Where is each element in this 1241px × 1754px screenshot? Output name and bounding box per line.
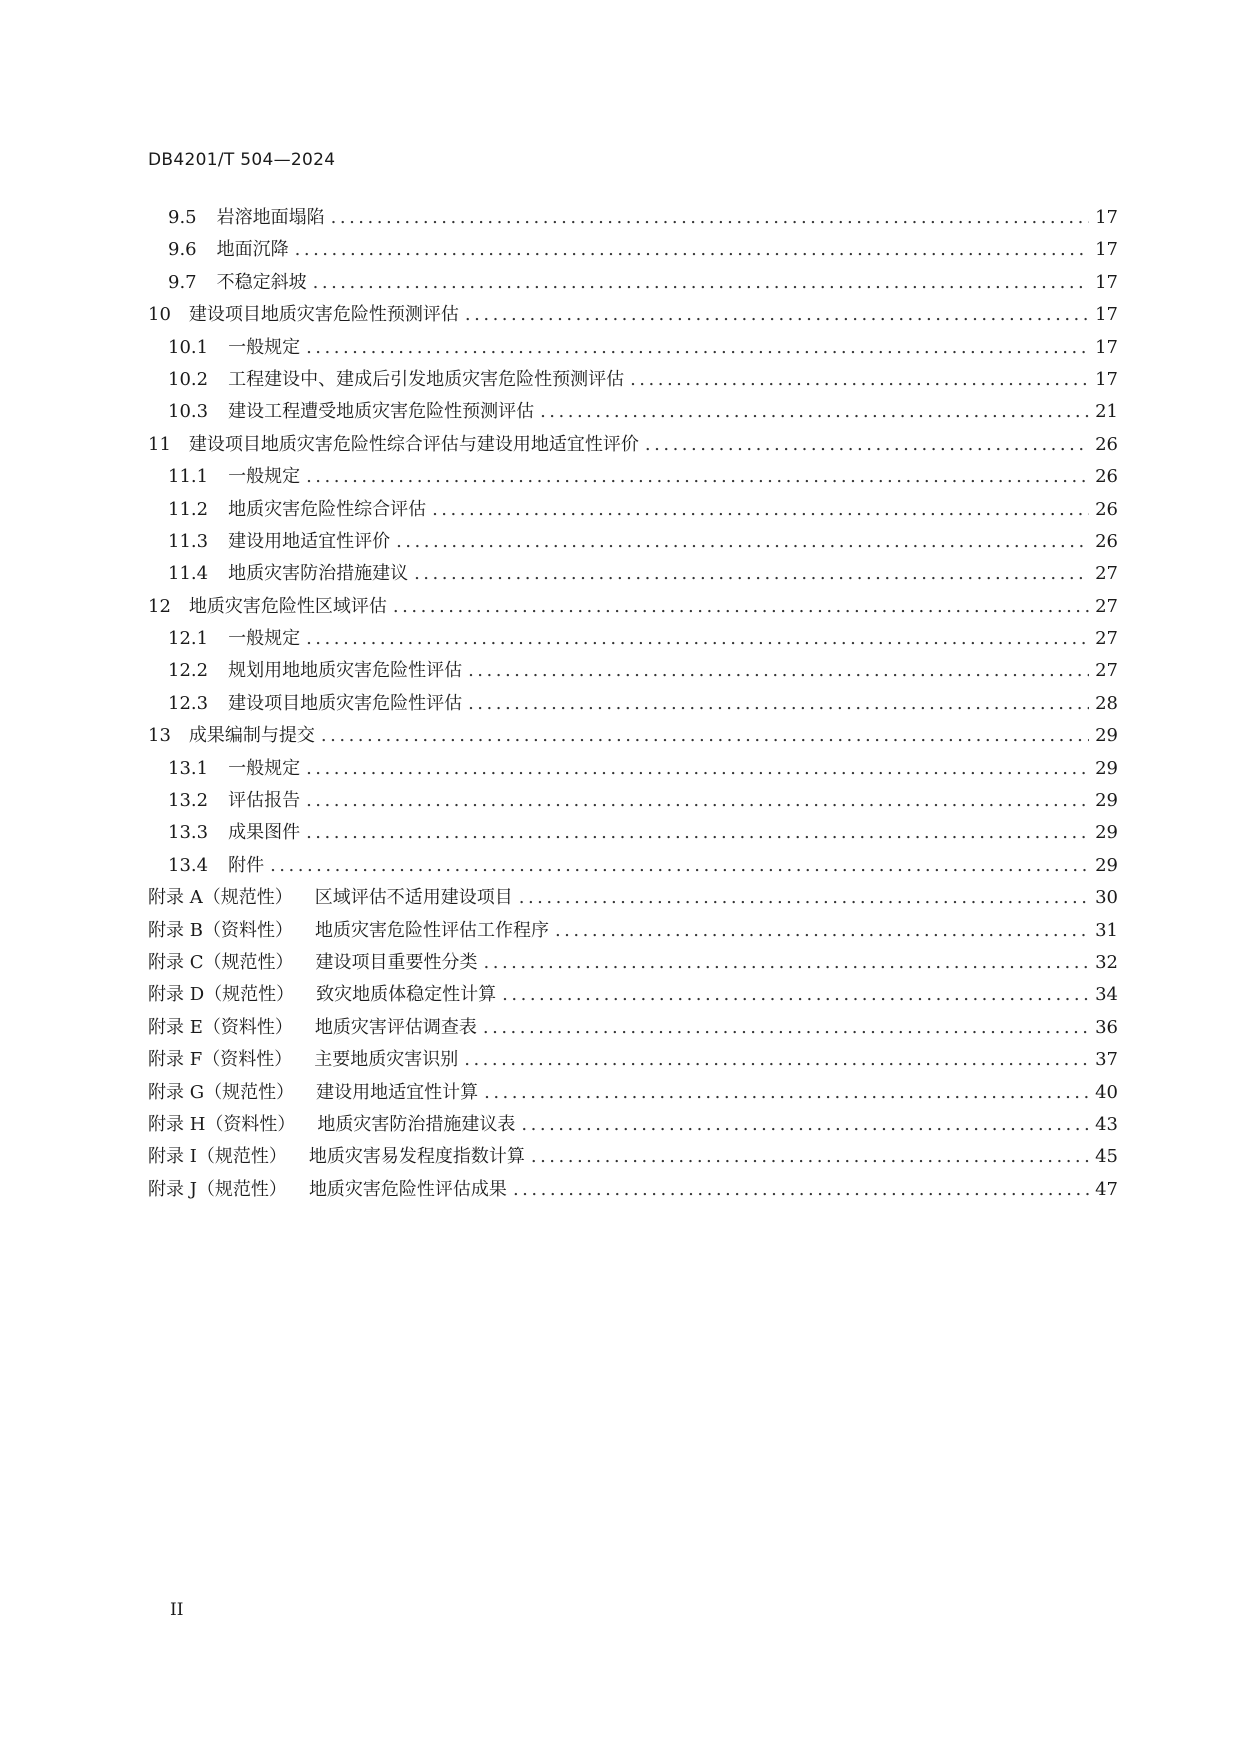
toc-entry-number: 附录 E（资料性） — [148, 1016, 293, 1038]
toc-entry[interactable] — [148, 688, 1118, 720]
toc-entry-title: 地质灾害防治措施建议 — [228, 563, 409, 585]
toc-entry-number: 附录 A（规范性） — [148, 887, 293, 909]
toc-entry-number: 9.6 — [168, 239, 197, 261]
toc-entry[interactable] — [148, 267, 1118, 299]
toc-entry-number: 11 — [148, 433, 171, 455]
toc-entry-number: 11.1 — [168, 466, 209, 488]
toc-entry-number: 附录 F（资料性） — [148, 1049, 293, 1071]
toc-entry[interactable] — [148, 1012, 1118, 1044]
toc-leader-dots — [414, 558, 1089, 590]
toc-entry-title: 评估报告 — [228, 790, 301, 812]
toc-entry[interactable] — [148, 850, 1118, 882]
toc-entry[interactable] — [148, 234, 1118, 266]
toc-entry[interactable] — [148, 979, 1118, 1011]
toc-entry[interactable] — [148, 817, 1118, 849]
toc-entry-page: 27 — [1095, 595, 1118, 617]
toc-entry[interactable] — [148, 947, 1118, 979]
toc-entry-page: 26 — [1095, 498, 1118, 520]
toc-entry-title: 成果图件 — [228, 822, 301, 844]
toc-leader-dots — [306, 623, 1089, 655]
toc-entry-page: 40 — [1095, 1081, 1118, 1103]
toc-entry-number: 11.3 — [168, 530, 209, 552]
toc-entry-page: 26 — [1095, 466, 1118, 488]
toc-entry-number: 附录 G（规范性） — [148, 1081, 295, 1103]
toc-entry-title: 一般规定 — [228, 757, 301, 779]
toc-leader-dots — [540, 396, 1089, 428]
toc-entry-title: 成果编制与提交 — [188, 725, 315, 747]
toc-leader-dots — [468, 688, 1089, 720]
toc-entry-number: 10.3 — [168, 401, 209, 423]
toc-entry-title: 规划用地地质灾害危险性评估 — [228, 660, 463, 682]
toc-leader-dots — [555, 915, 1089, 947]
toc-leader-dots — [484, 947, 1090, 979]
toc-leader-dots — [521, 1109, 1089, 1141]
toc-entry-title: 地质灾害防治措施建议表 — [317, 1113, 516, 1135]
toc-entry[interactable] — [148, 623, 1118, 655]
toc-entry-number: 附录 B（资料性） — [148, 919, 293, 941]
toc-entry-number: 附录 C（规范性） — [148, 951, 294, 973]
toc-entry-page: 27 — [1095, 660, 1118, 682]
toc-entry-page: 47 — [1095, 1178, 1118, 1200]
toc-entry[interactable] — [148, 753, 1118, 785]
toc-entry-page: 29 — [1095, 822, 1118, 844]
table-of-contents — [148, 202, 1118, 1206]
toc-entry[interactable] — [148, 396, 1118, 428]
toc-entry-title: 一般规定 — [228, 336, 301, 358]
toc-entry[interactable] — [148, 1044, 1118, 1076]
toc-entry-number: 附录 J（规范性） — [148, 1178, 287, 1200]
toc-leader-dots — [531, 1141, 1089, 1173]
toc-entry-title: 建设工程遭受地质灾害危险性预测评估 — [228, 401, 535, 423]
toc-entry-page: 45 — [1095, 1146, 1118, 1168]
toc-leader-dots — [331, 202, 1089, 234]
toc-entry-page: 26 — [1095, 433, 1118, 455]
toc-entry-title: 地质灾害危险性评估工作程序 — [314, 919, 549, 941]
toc-entry[interactable] — [148, 785, 1118, 817]
toc-entry-title: 附件 — [228, 854, 265, 876]
toc-entry-page: 32 — [1095, 951, 1118, 973]
toc-entry[interactable] — [148, 1174, 1118, 1206]
toc-entry[interactable] — [148, 1077, 1118, 1109]
toc-leader-dots — [645, 429, 1089, 461]
toc-entry-title: 岩溶地面塌陷 — [216, 207, 325, 228]
toc-leader-dots — [432, 494, 1089, 526]
toc-entry-title: 工程建设中、建成后引发地质灾害危险性预测评估 — [228, 368, 625, 390]
toc-entry-page: 37 — [1095, 1049, 1118, 1071]
toc-entry-number: 附录 H（资料性） — [148, 1113, 296, 1135]
toc-entry[interactable] — [148, 332, 1118, 364]
toc-entry-page: 30 — [1095, 887, 1118, 909]
toc-entry-number: 13.2 — [168, 790, 209, 812]
toc-entry-title: 地质灾害危险性区域评估 — [188, 595, 387, 617]
toc-entry-page: 27 — [1095, 628, 1118, 650]
toc-entry-title: 区域评估不适用建设项目 — [314, 887, 513, 909]
toc-entry[interactable] — [148, 591, 1118, 623]
toc-entry-number: 13.3 — [168, 822, 209, 844]
toc-entry[interactable] — [148, 882, 1118, 914]
toc-entry-title: 地质灾害易发程度指数计算 — [308, 1146, 525, 1168]
toc-entry-page: 17 — [1095, 368, 1118, 390]
toc-entry[interactable] — [148, 558, 1118, 590]
toc-leader-dots — [468, 655, 1089, 687]
toc-entry[interactable] — [148, 494, 1118, 526]
toc-entry-number: 12.1 — [168, 628, 209, 650]
toc-entry-number: 11.4 — [168, 563, 209, 585]
toc-entry-page: 29 — [1095, 854, 1118, 876]
toc-entry-number: 附录 I（规范性） — [148, 1146, 287, 1168]
toc-entry-title: 一般规定 — [228, 466, 301, 488]
toc-entry[interactable] — [148, 364, 1118, 396]
toc-entry-page: 43 — [1095, 1113, 1118, 1135]
toc-leader-dots — [630, 364, 1089, 396]
toc-leader-dots — [321, 720, 1089, 752]
toc-entry-title: 建设项目重要性分类 — [315, 951, 478, 973]
toc-entry-page: 28 — [1095, 692, 1118, 714]
toc-entry[interactable] — [148, 915, 1118, 947]
toc-entry-title: 建设用地适宜性评价 — [228, 530, 391, 552]
toc-leader-dots — [306, 332, 1089, 364]
toc-entry-number: 附录 D（规范性） — [148, 984, 295, 1006]
toc-entry-page: 36 — [1095, 1016, 1118, 1038]
toc-entry[interactable] — [148, 655, 1118, 687]
toc-entry-page: 17 — [1095, 239, 1118, 261]
toc-entry-page: 21 — [1095, 401, 1118, 423]
toc-leader-dots — [270, 850, 1089, 882]
toc-entry-title: 地质灾害危险性综合评估 — [228, 498, 427, 520]
toc-entry-page: 17 — [1095, 271, 1118, 293]
toc-entry-number: 12.2 — [168, 660, 209, 682]
toc-entry-page: 17 — [1095, 207, 1118, 228]
toc-entry-number: 12.3 — [168, 692, 209, 714]
toc-leader-dots — [465, 299, 1089, 331]
toc-leader-dots — [502, 979, 1089, 1011]
toc-entry-page: 34 — [1095, 984, 1118, 1006]
document-code: DB4201/T 504—2024 — [148, 150, 336, 170]
toc-entry[interactable] — [148, 526, 1118, 558]
toc-entry-number: 13.1 — [168, 757, 209, 779]
toc-entry[interactable] — [148, 299, 1118, 331]
toc-entry-page: 26 — [1095, 530, 1118, 552]
toc-leader-dots — [306, 817, 1089, 849]
toc-entry[interactable] — [148, 202, 1118, 234]
toc-leader-dots — [306, 461, 1089, 493]
toc-entry[interactable] — [148, 1109, 1118, 1141]
page-number: II — [170, 1600, 184, 1620]
toc-leader-dots — [464, 1044, 1089, 1076]
toc-entry-title: 地质灾害评估调查表 — [314, 1016, 477, 1038]
toc-leader-dots — [513, 1174, 1089, 1206]
toc-leader-dots — [519, 882, 1089, 914]
toc-entry-number: 9.5 — [168, 207, 197, 228]
toc-entry-number: 12 — [148, 595, 171, 617]
toc-entry-number: 10 — [148, 304, 171, 326]
toc-leader-dots — [396, 526, 1089, 558]
toc-entry[interactable] — [148, 429, 1118, 461]
toc-entry-number: 11.2 — [168, 498, 209, 520]
toc-entry-title: 建设用地适宜性计算 — [316, 1081, 479, 1103]
toc-entry-number: 13 — [148, 725, 171, 747]
toc-leader-dots — [306, 753, 1089, 785]
toc-entry[interactable] — [148, 720, 1118, 752]
toc-entry-title: 建设项目地质灾害危险性评估 — [228, 692, 463, 714]
toc-entry-page: 29 — [1095, 757, 1118, 779]
toc-entry-number: 10.1 — [168, 336, 209, 358]
toc-entry-number: 13.4 — [168, 854, 209, 876]
toc-entry-number: 10.2 — [168, 368, 209, 390]
toc-entry-title: 地面沉降 — [216, 239, 289, 261]
toc-entry-title: 地质灾害危险性评估成果 — [308, 1178, 507, 1200]
toc-entry-page: 27 — [1095, 563, 1118, 585]
toc-entry-title: 主要地质灾害识别 — [314, 1049, 459, 1071]
toc-entry-title: 建设项目地质灾害危险性预测评估 — [188, 304, 459, 326]
toc-leader-dots — [313, 267, 1089, 299]
toc-entry[interactable] — [148, 1141, 1118, 1173]
toc-leader-dots — [484, 1077, 1089, 1109]
toc-leader-dots — [306, 785, 1089, 817]
toc-entry-page: 31 — [1095, 919, 1118, 941]
toc-entry-page: 17 — [1095, 304, 1118, 326]
toc-entry-title: 不稳定斜坡 — [216, 271, 307, 293]
toc-entry[interactable] — [148, 461, 1118, 493]
toc-entry-page: 29 — [1095, 790, 1118, 812]
toc-leader-dots — [295, 234, 1089, 266]
toc-entry-title: 致灾地质体稳定性计算 — [316, 984, 497, 1006]
toc-leader-dots — [393, 591, 1089, 623]
toc-entry-page: 29 — [1095, 725, 1118, 747]
toc-entry-title: 一般规定 — [228, 628, 301, 650]
toc-leader-dots — [483, 1012, 1089, 1044]
toc-entry-title: 建设项目地质灾害危险性综合评估与建设用地适宜性评价 — [188, 433, 639, 455]
toc-entry-page: 17 — [1095, 336, 1118, 358]
toc-entry-number: 9.7 — [168, 271, 197, 293]
